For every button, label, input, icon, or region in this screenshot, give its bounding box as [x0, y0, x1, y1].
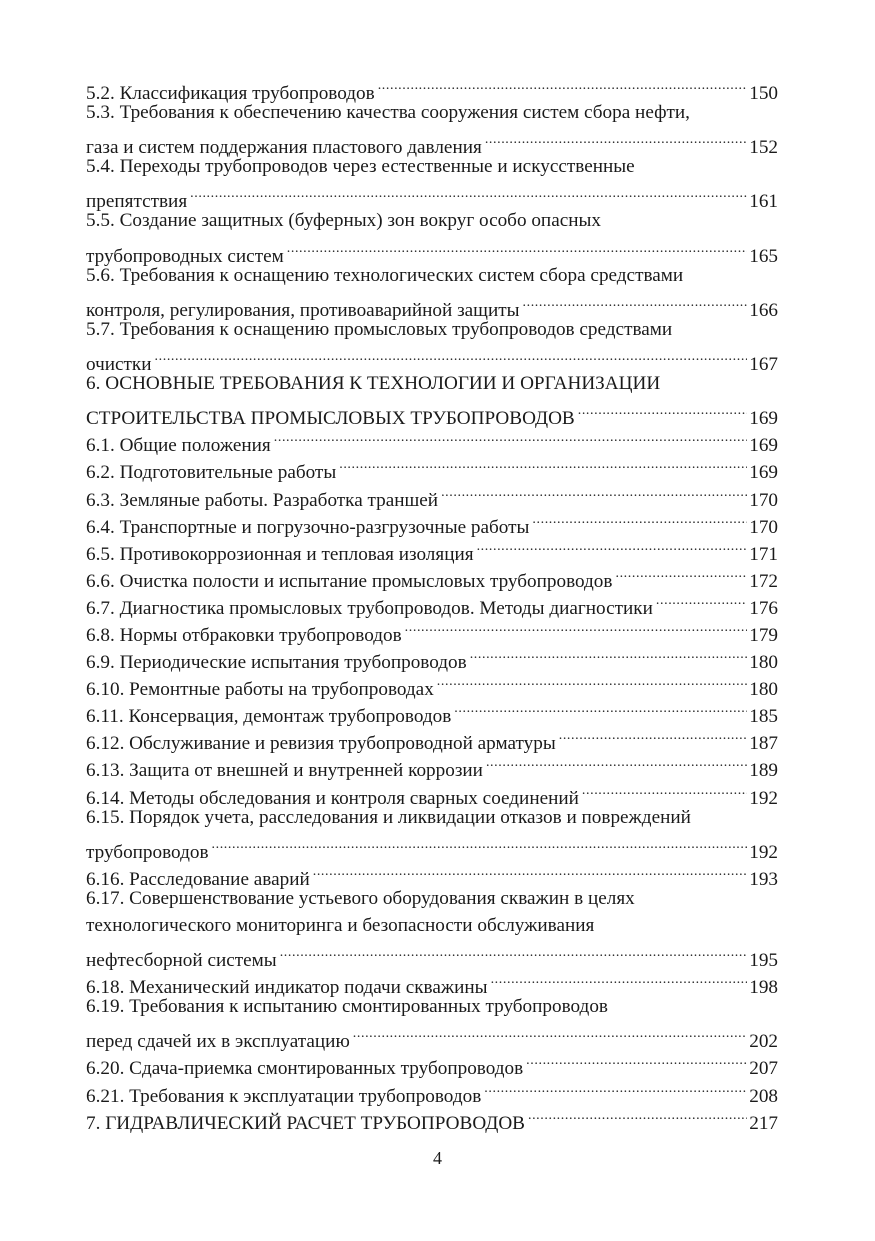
dot-leader: [274, 424, 747, 451]
dot-leader: [526, 1047, 747, 1074]
dot-leader: [491, 966, 748, 993]
dot-leader: [437, 668, 747, 695]
toc-entry: [86, 804, 778, 863]
toc-entry: [86, 885, 778, 972]
toc-entry-title: 6.7. Диагностика промысловых трубопроводов. Методы диагностики: [86, 597, 653, 619]
dot-leader: [280, 939, 748, 966]
toc-page-number: 195: [749, 950, 778, 972]
dot-leader: [155, 343, 748, 370]
toc-page-number: 192: [749, 787, 778, 809]
toc-entry-last-line: [86, 1020, 778, 1053]
toc-entry: [86, 262, 778, 321]
toc-entry-last-line: [86, 180, 778, 213]
toc-entry-title: препятствия: [86, 191, 188, 213]
toc-page-number: 169: [749, 408, 778, 430]
dot-leader: [485, 126, 747, 153]
toc-entry-title: газа и систем поддержания пластового давления: [86, 137, 482, 159]
toc-entry-last-line: [86, 397, 778, 430]
toc-entry-line: [86, 804, 778, 831]
toc-entry-title: 6.11. Консервация, демонтаж трубопроводов: [86, 706, 452, 728]
dot-leader: [287, 235, 747, 262]
dot-leader: [528, 1102, 747, 1129]
toc-page-number: 172: [749, 570, 778, 592]
toc-page-number: 179: [749, 624, 778, 646]
toc-entry-last-line: [86, 831, 778, 863]
toc-entry-title: 6.6. Очистка полости и испытание промысловых трубопроводов: [86, 570, 613, 592]
toc-page-number: 176: [749, 597, 778, 619]
toc-entry-title: 6.21. Требования к эксплуатации трубопроводов: [86, 1085, 482, 1107]
toc-page-number: 166: [749, 299, 778, 321]
toc-page-number: 167: [749, 354, 778, 376]
toc-entry: [86, 370, 778, 430]
toc-entry-title: 6.10. Ремонтные работы на трубопроводах: [86, 679, 434, 701]
toc-entry-title: 6.9. Периодические испытания трубопроводов: [86, 652, 467, 674]
toc-page-number: 161: [749, 191, 778, 213]
dot-leader: [656, 587, 747, 614]
dot-leader: [532, 506, 747, 533]
toc-entry-title: 5.7. Требования к оснащению промысловых трубопроводов средствами: [86, 318, 673, 340]
toc-entry-title: 6. ОСНОВНЫЕ ТРЕБОВАНИЯ К ТЕХНОЛОГИИ И ОРГАНИЗАЦИИ: [86, 373, 661, 395]
toc-page-number: 208: [749, 1085, 778, 1107]
toc-entry-title: 5.4. Переходы трубопроводов через естественные и искусственные: [86, 156, 635, 178]
toc-entry-title: 5.6. Требования к оснащению технологических систем сбора средствами: [86, 264, 684, 286]
toc-entry-line: [86, 153, 778, 180]
dot-leader: [441, 478, 747, 505]
dot-leader: [378, 72, 748, 99]
toc-page-number: 180: [749, 652, 778, 674]
dot-leader: [212, 831, 748, 858]
toc-entry-title: перед сдачей их в эксплуатацию: [86, 1031, 350, 1053]
toc-entry: [86, 316, 778, 376]
toc-page-number: 198: [749, 977, 778, 999]
toc-entry-title: 6.1. Общие положения: [86, 435, 271, 457]
toc-entry-title: 6.5. Противокоррозионная и тепловая изоляция: [86, 543, 474, 565]
dot-leader: [339, 451, 747, 478]
toc-entry-title: очистки: [86, 354, 152, 376]
toc-entry-title: 6.18. Механический индикатор подачи скважины: [86, 977, 488, 999]
toc-page-number: 171: [749, 543, 778, 565]
toc-entry-title: 5.2. Классификация трубопроводов: [86, 83, 375, 105]
toc-entry-title: 6.13. Защита от внешней и внутренней коррозии: [86, 760, 483, 782]
toc-entry-title: 5.5. Создание защитных (буферных) зон вокруг особо опасных: [86, 210, 601, 232]
toc-entry-line: [86, 316, 778, 343]
toc-entry-title: 6.2. Подготовительные работы: [86, 462, 337, 484]
toc-entry-line: [86, 370, 778, 397]
toc-entry-line: [86, 262, 778, 289]
toc-entry-last-line: [86, 343, 778, 376]
toc-page-number: 169: [749, 435, 778, 457]
toc-page-number: 169: [749, 462, 778, 484]
toc-entry-title: 6.17. Совершенствование устьевого оборудования скважин в целях: [86, 887, 635, 909]
toc-page-number: 180: [749, 679, 778, 701]
toc-page-number: 165: [749, 245, 778, 267]
toc-page-number: 187: [749, 733, 778, 755]
toc-entry-line: [86, 912, 778, 939]
dot-leader: [523, 289, 748, 316]
toc-entry-title: 6.8. Нормы отбраковки трубопроводов: [86, 624, 402, 646]
toc-entry: [86, 993, 778, 1053]
dot-leader: [582, 776, 747, 803]
toc-entry-title: трубопроводных систем: [86, 245, 284, 267]
dot-leader: [454, 695, 747, 722]
toc-entry: [86, 99, 778, 159]
toc-page-number: 217: [749, 1112, 778, 1134]
dot-leader: [559, 722, 747, 749]
toc-entry-title: трубопроводов: [86, 841, 209, 863]
dot-leader: [405, 614, 748, 641]
page-number: 4: [433, 1148, 442, 1168]
toc-page-number: 170: [749, 489, 778, 511]
dot-leader: [486, 749, 747, 776]
toc-page-number: 185: [749, 706, 778, 728]
toc-entry-title: нефтесборной системы: [86, 950, 277, 972]
toc-entry-title: СТРОИТЕЛЬСТВА ПРОМЫСЛОВЫХ ТРУБОПРОВОДОВ: [86, 408, 575, 430]
toc-entry-title: 6.19. Требования к испытанию смонтированных трубопроводов: [86, 996, 608, 1018]
dot-leader: [353, 1020, 747, 1047]
toc-entry-title: 7. ГИДРАВЛИЧЕСКИЙ РАСЧЕТ ТРУБОПРОВОДОВ: [86, 1112, 525, 1134]
toc-entry-line: [86, 885, 778, 912]
toc-entry: [86, 72, 778, 105]
toc-entry-line: [86, 993, 778, 1020]
toc-entry-title: 6.12. Обслуживание и ревизия трубопроводной арматуры: [86, 733, 556, 755]
table-of-contents: [86, 72, 778, 1134]
toc-entry-line: [86, 99, 778, 126]
toc-entry-title: технологического мониторинга и безопасности обслуживания: [86, 914, 595, 936]
toc-page-number: 152: [749, 137, 778, 159]
toc-entry-last-line: [86, 72, 778, 105]
toc-entry-last-line: [86, 235, 778, 267]
toc-entry-last-line: [86, 289, 778, 321]
toc-entry-title: контроля, регулирования, противоаварийной защиты: [86, 299, 520, 321]
toc-entry-title: 6.14. Методы обследования и контроля сварных соединений: [86, 787, 579, 809]
toc-page-number: 189: [749, 760, 778, 782]
toc-entry-title: 6.16. Расследование аварий: [86, 868, 310, 890]
toc-entry-last-line: [86, 126, 778, 159]
toc-entry: [86, 153, 778, 213]
dot-leader: [477, 533, 748, 560]
dot-leader: [313, 858, 747, 885]
toc-entry-title: 6.4. Транспортные и погрузочно-разгрузочные работы: [86, 516, 530, 538]
toc-entry-title: 6.20. Сдача-приемка смонтированных трубопроводов: [86, 1058, 524, 1080]
toc-entry-line: [86, 207, 778, 234]
toc-page-number: 202: [749, 1031, 778, 1053]
toc-page-number: 150: [749, 83, 778, 105]
toc-page-number: 193: [749, 868, 778, 890]
toc-page-number: 207: [749, 1058, 778, 1080]
dot-leader: [470, 641, 748, 668]
dot-leader: [484, 1074, 747, 1101]
toc-entry-title: 6.3. Земляные работы. Разработка траншей: [86, 489, 439, 511]
toc-entry-last-line: [86, 939, 778, 972]
dot-leader: [190, 180, 747, 207]
toc-entry-title: 5.3. Требования к обеспечению качества сооружения систем сбора нефти,: [86, 102, 690, 124]
toc-entry: [86, 207, 778, 267]
dot-leader: [578, 397, 747, 424]
toc-page-number: 170: [749, 516, 778, 538]
toc-entry-title: 6.15. Порядок учета, расследования и ликвидации отказов и повреждений: [86, 806, 691, 828]
toc-page-number: 192: [749, 841, 778, 863]
dot-leader: [615, 560, 747, 587]
